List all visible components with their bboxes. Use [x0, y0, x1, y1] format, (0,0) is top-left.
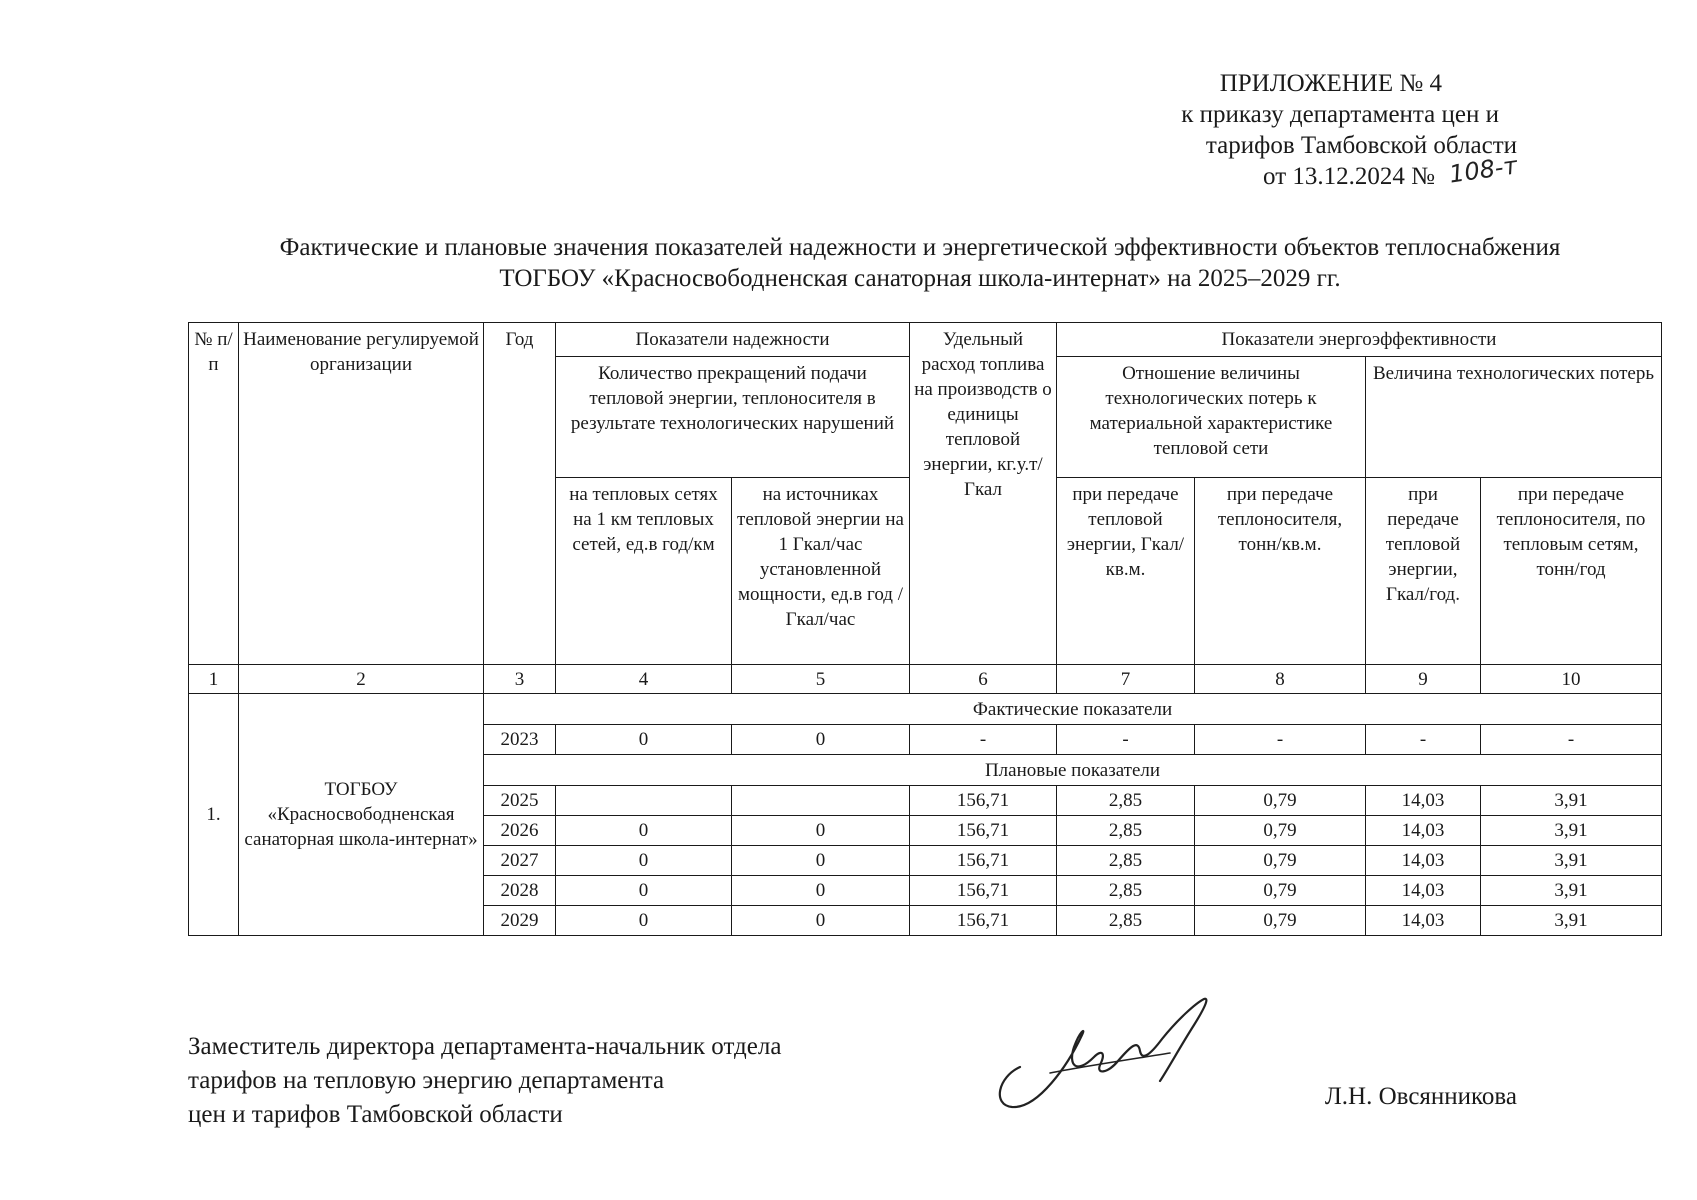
organization-name: ТОГБОУ «Красносвободненская санаторная школа-интернат»	[239, 694, 484, 936]
value-cell: 14,03	[1366, 906, 1481, 936]
column-number: 4	[556, 665, 732, 694]
value-cell: 14,03	[1366, 846, 1481, 876]
appendix-line: к приказу департамента цен и	[1181, 101, 1499, 128]
title-line: Фактические и плановые значения показателей надежности и энергетической эффективности объектов теплоснабжения	[279, 234, 1561, 261]
column-number: 3	[484, 665, 556, 694]
section-row	[189, 694, 1662, 725]
value-cell: 3,91	[1481, 906, 1662, 936]
value-cell: 0,79	[1195, 846, 1366, 876]
footer-line: цен и тарифов Тамбовской области	[188, 1101, 563, 1128]
header-on-sources: на источниках тепловой энергии на 1 Гкал/час установленной мощности, ед.в год /Гкал/час	[732, 478, 910, 665]
title-line: ТОГБОУ «Красносвободненская санаторная школа-интернат» на 2025–2029 гг.	[499, 265, 1341, 292]
value-cell: 0	[556, 876, 732, 906]
signer-name: Л.Н. Овсянникова	[1324, 1083, 1517, 1110]
value-cell: 2,85	[1057, 846, 1195, 876]
value-cell: 156,71	[910, 816, 1057, 846]
header-specific-fuel: Удельный расход топлива на производств о единицы тепловой энергии, кг.у.т/Гкал	[910, 323, 1057, 665]
document-title	[180, 232, 1660, 294]
header-ratio-heat: при передаче тепловой энергии, Гкал/кв.м.	[1057, 478, 1195, 665]
value-cell: -	[1195, 725, 1366, 755]
value-cell	[732, 786, 910, 816]
row-index: 1.	[189, 694, 239, 936]
value-cell: 14,03	[1366, 816, 1481, 846]
value-cell: 0	[556, 906, 732, 936]
year-cell: 2026	[484, 816, 556, 846]
appendix-title: ПРИЛОЖЕНИЕ № 4	[1219, 70, 1442, 97]
value-cell: 0	[556, 816, 732, 846]
value-cell: 3,91	[1481, 876, 1662, 906]
header-org: Наименование регулируемой организации	[239, 323, 484, 665]
column-number: 1	[189, 665, 239, 694]
value-cell: 2,85	[1057, 816, 1195, 846]
column-number-row	[189, 665, 1662, 694]
column-number: 2	[239, 665, 484, 694]
value-cell: -	[1057, 725, 1195, 755]
header-interruptions: Количество прекращений подачи тепловой энергии, теплоносителя в результате технологических нарушений	[556, 357, 910, 478]
header-loss-value: Величина технологических потерь	[1366, 357, 1662, 478]
value-cell: 0,79	[1195, 786, 1366, 816]
column-number: 5	[732, 665, 910, 694]
column-number: 7	[1057, 665, 1195, 694]
header-on-networks: на тепловых сетях на 1 км тепловых сетей, ед.в год/км	[556, 478, 732, 665]
value-cell: 156,71	[910, 876, 1057, 906]
value-cell: 3,91	[1481, 786, 1662, 816]
footer-line: тарифов на тепловую энергию департамента	[188, 1067, 665, 1094]
year-cell: 2029	[484, 906, 556, 936]
header-value-heat: при передаче тепловой энергии, Гкал/год.	[1366, 478, 1481, 665]
value-cell: 0	[732, 846, 910, 876]
value-cell: 156,71	[910, 906, 1057, 936]
footer-line: Заместитель директора департамента-начальник отдела	[188, 1033, 782, 1060]
header-row	[189, 323, 1662, 357]
section-actual: Фактические показатели	[484, 694, 1662, 725]
section-planned: Плановые показатели	[484, 755, 1662, 786]
column-number: 10	[1481, 665, 1662, 694]
value-cell: 2,85	[1057, 786, 1195, 816]
appendix-line: тарифов Тамбовской области	[1205, 132, 1517, 159]
year-cell: 2028	[484, 876, 556, 906]
value-cell: 156,71	[910, 786, 1057, 816]
value-cell: 0,79	[1195, 816, 1366, 846]
value-cell: -	[1481, 725, 1662, 755]
header-loss-ratio: Отношение величины технологических потерь к материальной характеристике тепловой сети	[1057, 357, 1366, 478]
value-cell: 0	[732, 725, 910, 755]
year-cell: 2025	[484, 786, 556, 816]
appendix-date: от 13.12.2024 №	[1263, 163, 1435, 190]
value-cell: 0,79	[1195, 906, 1366, 936]
header-value-carrier: при передаче теплоносителя, по тепловым сетям, тонн/год	[1481, 478, 1662, 665]
header-energy-eff: Показатели энергоэффективности	[1057, 323, 1662, 357]
column-number: 9	[1366, 665, 1481, 694]
value-cell: 0	[732, 906, 910, 936]
header-year: Год	[484, 323, 556, 665]
value-cell: -	[910, 725, 1057, 755]
value-cell: 156,71	[910, 846, 1057, 876]
header-no: № п/п	[189, 323, 239, 665]
year-cell: 2023	[484, 725, 556, 755]
header-reliability: Показатели надежности	[556, 323, 910, 357]
value-cell: 2,85	[1057, 906, 1195, 936]
footer-position	[188, 1030, 781, 1132]
value-cell: 14,03	[1366, 876, 1481, 906]
column-number: 8	[1195, 665, 1366, 694]
value-cell: 3,91	[1481, 846, 1662, 876]
value-cell	[556, 786, 732, 816]
year-cell: 2027	[484, 846, 556, 876]
value-cell: 14,03	[1366, 786, 1481, 816]
header-ratio-carrier: при передаче теплоносителя, тонн/кв.м.	[1195, 478, 1366, 665]
value-cell: 0	[556, 846, 732, 876]
value-cell: 0	[732, 876, 910, 906]
value-cell: -	[1366, 725, 1481, 755]
value-cell: 2,85	[1057, 876, 1195, 906]
value-cell: 0,79	[1195, 876, 1366, 906]
value-cell: 3,91	[1481, 816, 1662, 846]
indicators-table	[188, 322, 1662, 936]
value-cell: 0	[556, 725, 732, 755]
handwritten-signature	[990, 995, 1230, 1115]
column-number: 6	[910, 665, 1057, 694]
handwritten-order-number: 108-т	[1446, 151, 1519, 189]
value-cell: 0	[732, 816, 910, 846]
